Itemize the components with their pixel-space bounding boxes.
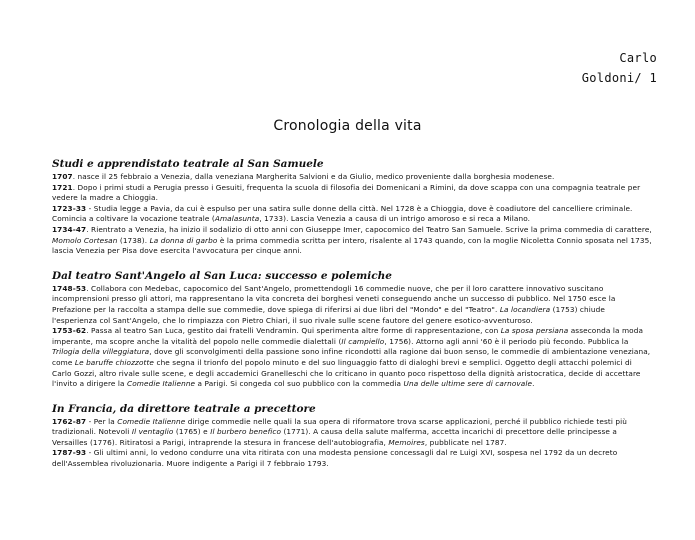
header-page-label: Goldoni/ 1 [581, 71, 657, 85]
chronology-section [52, 403, 652, 470]
chronology-content [52, 158, 652, 483]
work-title: Amalasunta [214, 214, 260, 224]
header-author: Carlo [619, 51, 657, 65]
entry-text: , pubblicate nel 1787. [424, 437, 507, 447]
work-title: La donna di garbo [149, 235, 218, 245]
entry-text: - Per la [86, 416, 118, 426]
entry-text: . [532, 379, 535, 389]
work-title: Le baruffe chiozzotte [74, 357, 155, 367]
work-title: Momolo Cortesan [52, 235, 118, 245]
chronology-section [52, 158, 652, 257]
work-title: Il ventaglio [131, 427, 174, 437]
entry-year: 1734-47 [52, 224, 87, 234]
entry-text: . Collabora con Medebac, capocomico del Sant'Angelo, promettendogli 16 commedie nuove, che per il loro carattere innovativo suscitano incomprensioni presso gli attori, ma rappresentano la vita concreta dei borghesi veneti conseguendo anche un successo di pubblico. Nel 1750 esce la Prefazione per la raccolta a stampa delle sue commedie, dove spiega di riferirsi ai due libri del "Mondo" e del "Teatro". [52, 283, 616, 314]
work-title: Il burbero benefico [210, 427, 282, 437]
entry-text: . Dopo i primi studi a Perugia presso i Gesuiti, frequenta la scuola di filosofia dei Domenicani a Rimini, da dove scappa con una compagnia teatrale per vedere la madre a Chioggia. [52, 182, 641, 203]
section-heading: Dal teatro Sant'Angelo al San Luca: successo e polemiche [52, 269, 392, 282]
section-heading: Studi e apprendistato teatrale al San Samuele [52, 158, 324, 170]
section-body [52, 284, 652, 390]
entry-text: dirige commedie nelle quali la sua opera di riformatore trova scarse applicazioni, perché il pubblico richiede testi più tradizionali. Notevoli [52, 416, 627, 437]
entry-text: (1753) chiude l'esperienza col Sant'Angelo, che lo rimpiazza con Pietro Chiari, il suo rivale sulle scene fautore del genere esotico-avventuroso. [52, 304, 605, 325]
work-title: Memoires [388, 437, 425, 447]
entry-year: 1707 [52, 172, 73, 181]
section-body [52, 172, 652, 257]
entry-text: . Passa al teatro San Luca, gestito dai fratelli Vendramin. Qui sperimenta altre forme di rappresentazione, con [86, 326, 501, 336]
entry-text: , 1733). Lascia Venezia a causa di un intrigo amoroso e si reca a Milano. [259, 214, 531, 224]
entry-year: 1753-62 [52, 326, 87, 336]
entry-year: 1762-87 [52, 416, 87, 426]
entry-text: (1738). [117, 235, 150, 245]
work-title: Una delle ultime sere di carnovale [403, 379, 533, 389]
chronology-entry [52, 284, 652, 326]
entry-text: a Parigi. Si congeda col suo pubblico con la commedia [195, 379, 404, 389]
entry-text: , dove gli sconvolgimenti della passione sono infine ricondotti alla ragione dai buon senso, le commedie di ambientazione veneziana, come [52, 347, 651, 367]
entry-year: 1723-33 [52, 203, 87, 213]
chronology-entry [52, 204, 652, 225]
work-title: Il campiello [341, 336, 385, 346]
section-body [52, 417, 652, 470]
entry-text: asseconda la moda imperante, ma scopre anche la vitalità del popolo nelle commedie dialettali ( [52, 326, 644, 346]
work-title: Comedie Italienne [127, 379, 196, 389]
entry-year: 1721 [52, 182, 73, 192]
chronology-entry [52, 417, 652, 449]
entry-text: . nasce il 25 febbraio a Venezia, dalla veneziana Margherita Salvioni e da Giulio, medico proveniente dalla borghesia modenese. [72, 172, 555, 181]
entry-text: (1765) e [173, 427, 211, 437]
entry-text: - Studia legge a Pavia, da cui è espulso per una satira sulle donne della città. Nel 1728 è a Chioggia, dove è coadiutore del cancelliere criminale. Comincia a coltivare la vocazione teatrale ( [52, 203, 633, 224]
entry-text: . Rientrato a Venezia, ha inizio il sodalizio di otto anni con Giuseppe Imer, capocomico del Teatro San Samuele. Scrive la prima commedia di carattere, [86, 224, 652, 234]
document-title: Cronologia della vita [273, 118, 422, 134]
section-heading: In Francia, da direttore teatrale a precettore [52, 402, 316, 415]
chronology-entry [52, 326, 652, 390]
entry-text: - Gli ultimi anni, lo vedono condurre una vita ritirata con una modesta pensione concessagli dal re Luigi XVI, sospesa nel 1792 da un decreto dell'Assemblea rivoluzionaria. Muore indigente a Parigi il 7 febbraio 1793. [52, 448, 618, 469]
entry-text: , 1756). Attorno agli anni '60 è il periodo più fecondo. Pubblica la [384, 336, 629, 346]
entry-year: 1787-93 [52, 448, 87, 458]
chronology-entry [52, 448, 652, 469]
entry-text: che segna il trionfo del popolo minuto e del suo linguaggio fatto di dialoghi brevi e semplici. Oggetto degli attacchi polemici di Carlo Gozzi, altro rivale sulle scene, e degli accademici Granelleschi che lo criticano in quanto poco rispettoso della dignità aristocratica, decide di accettare l'invito a dirigere la [52, 357, 641, 389]
chronology-entry [52, 172, 652, 183]
work-title: Comedie Italienne [117, 416, 186, 426]
chronology-entry [52, 225, 652, 257]
entry-year: 1748-53 [52, 283, 87, 293]
work-title: La locandiera [499, 304, 551, 314]
work-title: Trilogia della villeggiatura [52, 347, 150, 357]
chronology-entry [52, 183, 652, 204]
work-title: La sposa persiana [500, 326, 569, 336]
chronology-section [52, 270, 652, 390]
page-header [582, 48, 657, 88]
entry-text: è la prima commedia scritta per intero, risalente al 1743 quando, con la moglie Nicoletta Connio sposata nel 1735, lascia Venezia per Pisa dove esercita l'avvocatura per cinque anni. [52, 235, 652, 256]
entry-text: (1771). A causa della salute malferma, accetta incarichi di precettore delle principesse a Versailles (1776). Ritiratosi a Parigi, intraprende la stesura in francese dell'autobiografia, [52, 427, 617, 447]
